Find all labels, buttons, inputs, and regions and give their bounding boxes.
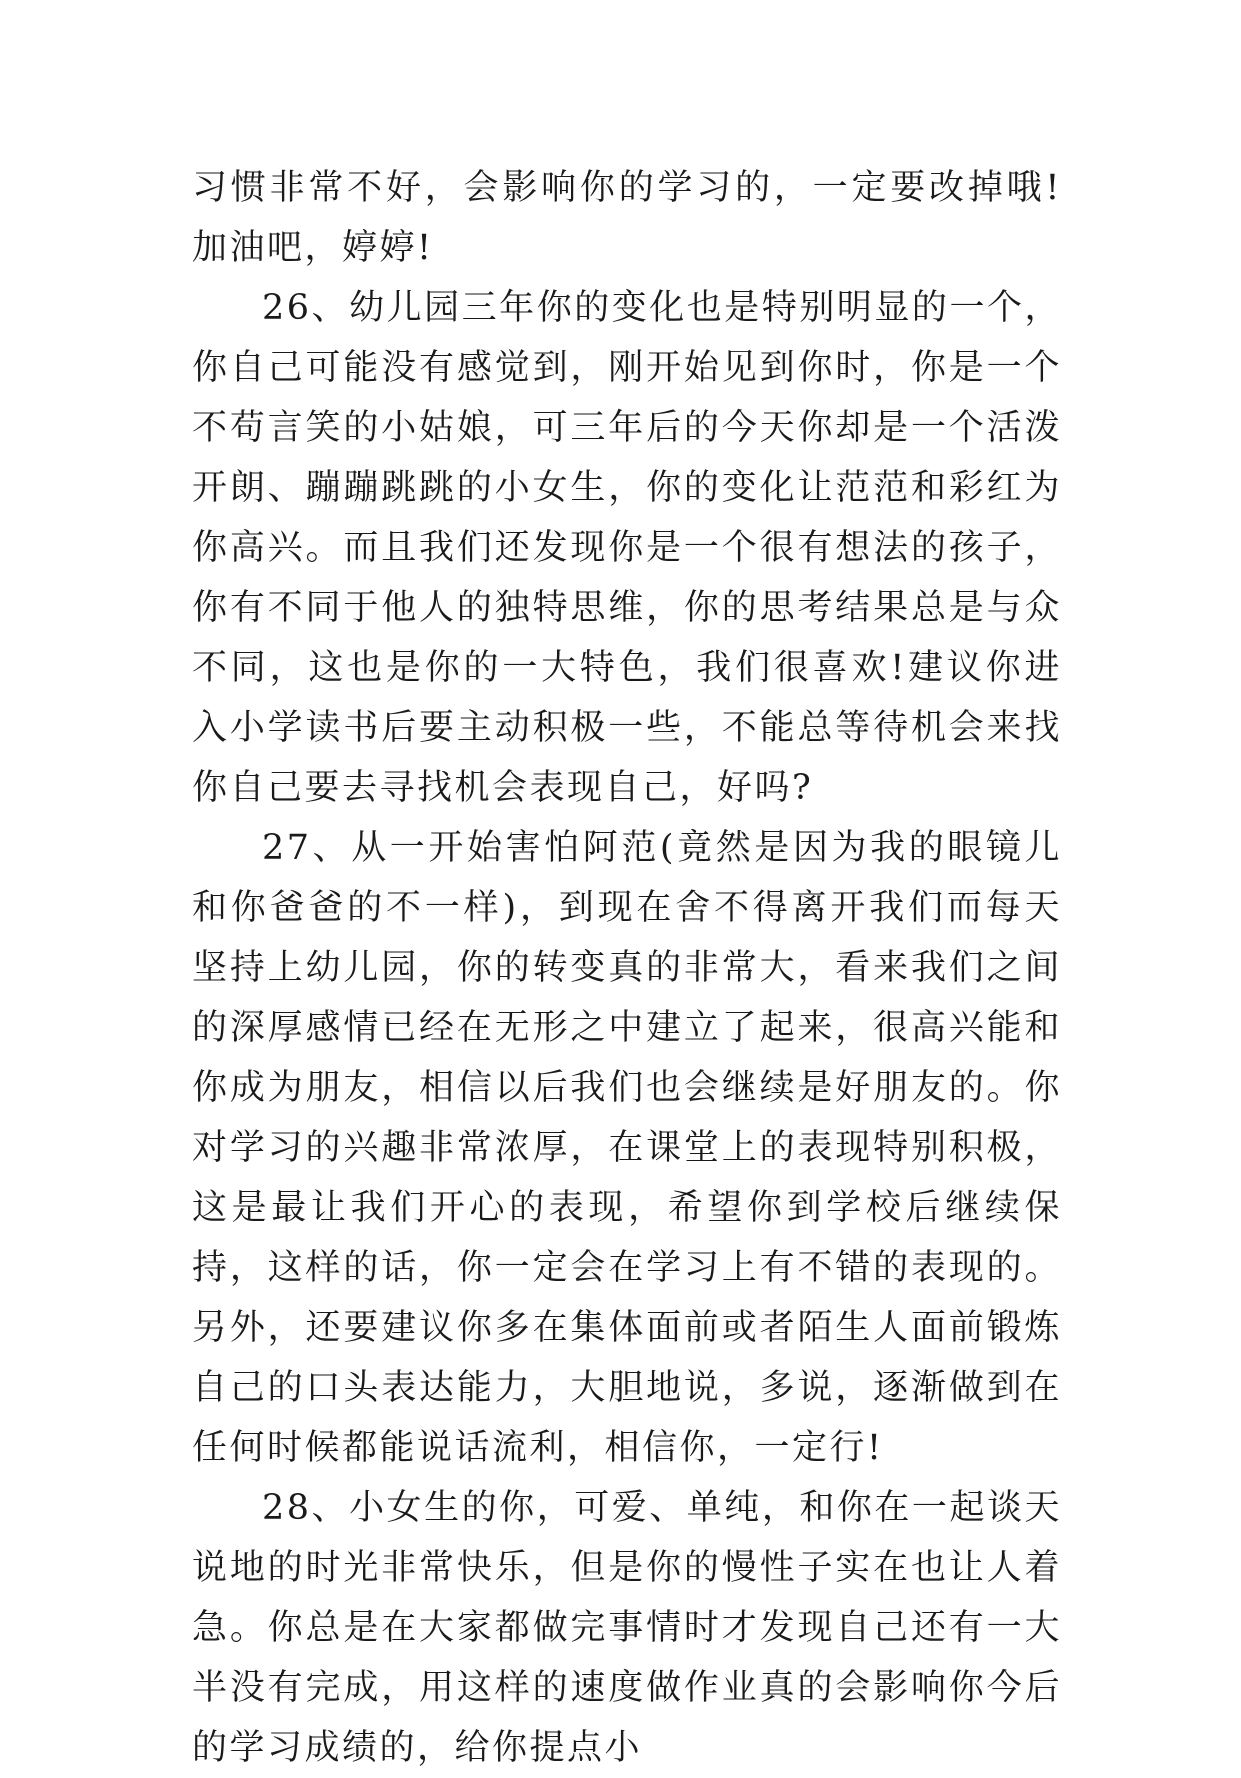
paragraph-27: 27、从一开始害怕阿范(竟然是因为我的眼镜儿和你爸爸的不一样)，到现在舍不得离开我们而每天坚持上幼儿园，你的转变真的非常大，看来我们之间的深厚感情已经在无形之中建立了起来，很高兴能和你成为朋友，相信以后我们也会继续是好朋友的。你对学习的兴趣非常浓厚，在课堂上的表现特别积极，这是最让我们开心的表现，希望你到学校后继续保持，这样的话，你一定会在学习上有不错的表现的。另外，还要建议你多在集体面前或者陌生人面前锻炼自己的口头表达能力，大胆地说，多说，逐渐做到在任何时候都能说话流利，相信你，一定行! [192,828,1062,1468]
paragraph-continuation: 习惯非常不好，会影响你的学习的，一定要改掉哦!加油吧，婷婷! [192,168,1062,268]
paragraph-28: 28、小女生的你，可爱、单纯，和你在一起谈天说地的时光非常快乐，但是你的慢性子实在也让人着急。你总是在大家都做完事情时才发现自己还有一大半没有完成，用这样的速度做作业真的会影响你今后的学习成绩的，给你提点小 [192,1488,1062,1768]
document-body [192,158,1062,1778]
paragraph-26: 26、幼儿园三年你的变化也是特别明显的一个，你自己可能没有感觉到，刚开始见到你时，你是一个不苟言笑的小姑娘，可三年后的今天你却是一个活泼开朗、蹦蹦跳跳的小女生，你的变化让范范和彩红为你高兴。而且我们还发现你是一个很有想法的孩子，你有不同于他人的独特思维，你的思考结果总是与众不同，这也是你的一大特色，我们很喜欢!建议你进入小学读书后要主动积极一些，不能总等待机会来找你自己要去寻找机会表现自己，好吗? [192,288,1062,808]
